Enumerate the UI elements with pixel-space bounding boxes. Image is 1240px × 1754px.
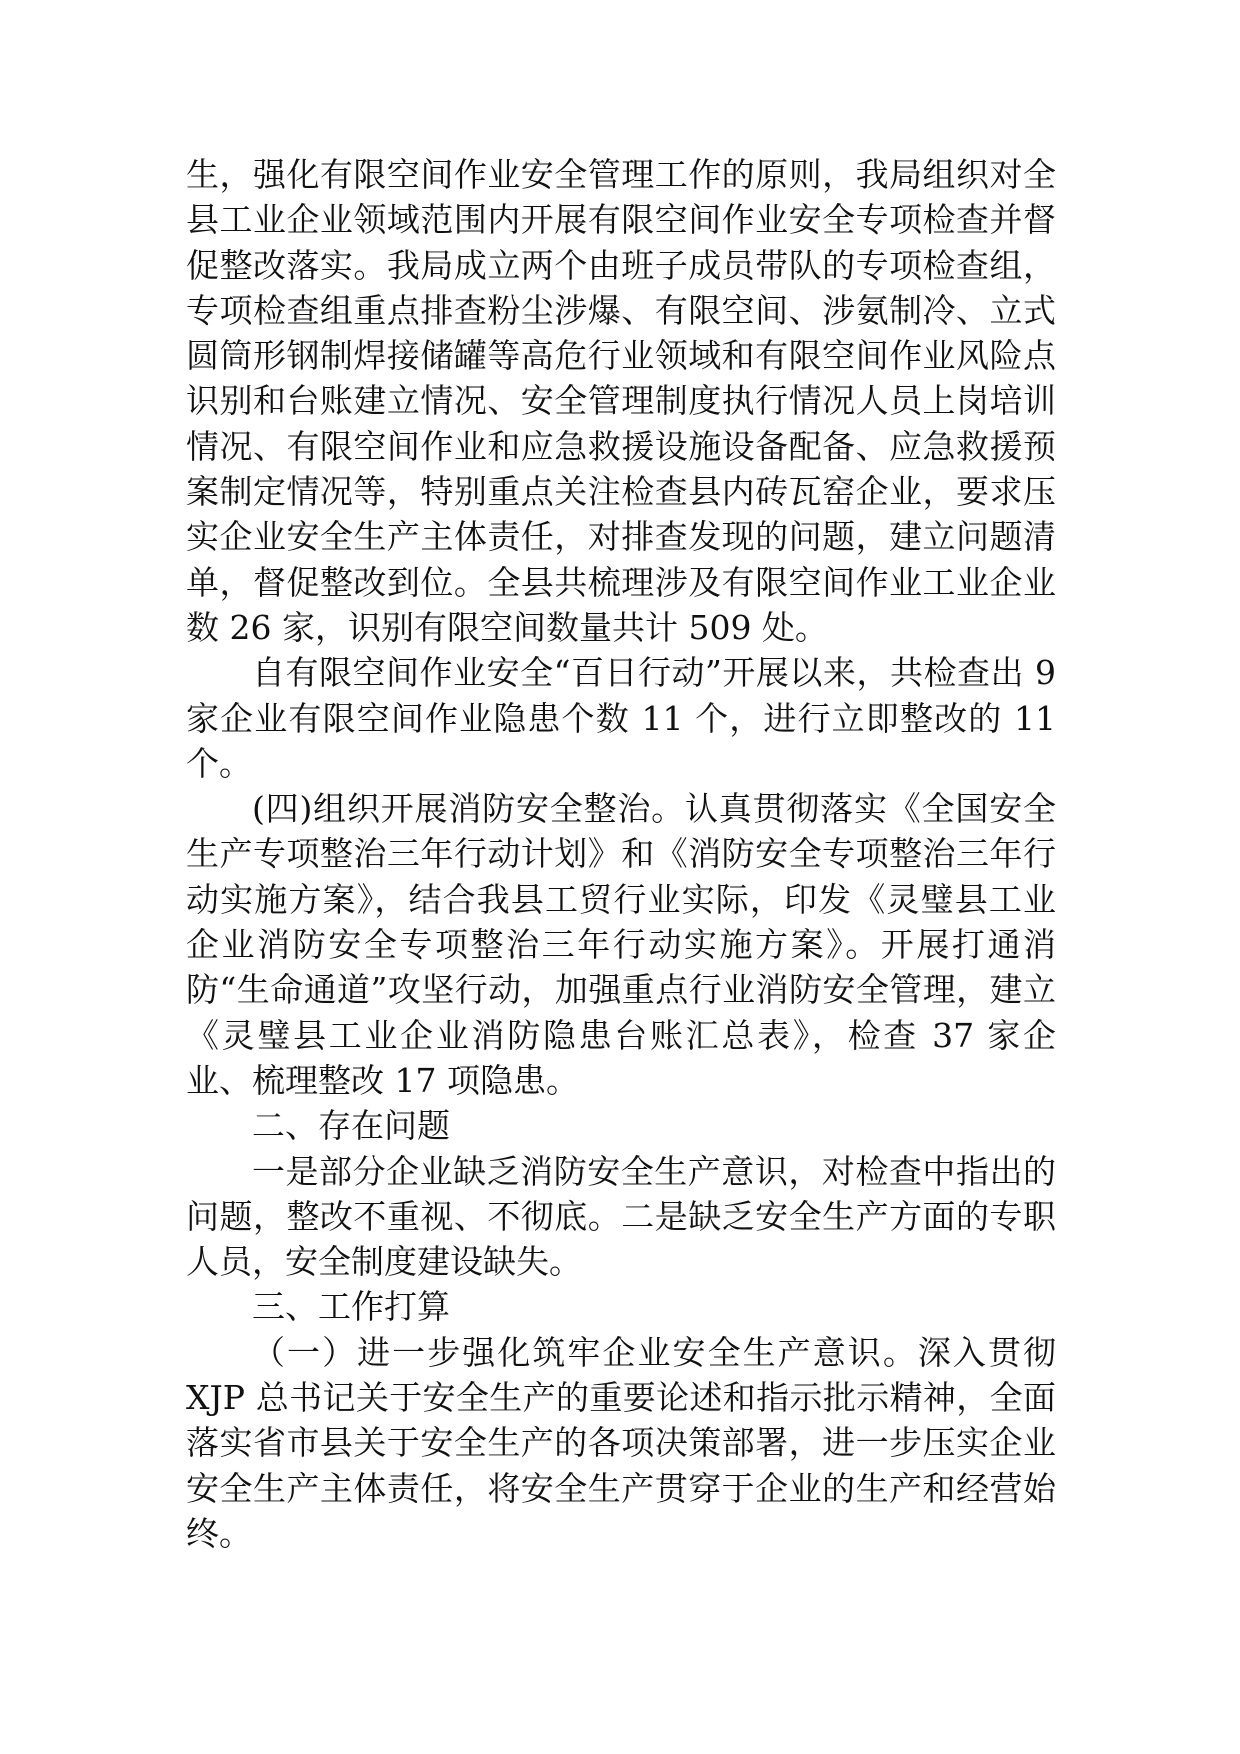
paragraph-limited-space-inspection: 生，强化有限空间作业安全管理工作的原则，我局组织对全县工业企业领域范围内开展有限空间作业安全专项检查并督促整改落实。我局成立两个由班子成员带队的专项检查组，专项检查组重点排查粉尘涉爆、有限空间、涉氨制冷、立式圆筒形钢制焊接储罐等高危行业领域和有限空间作业风险点识别和台账建立情况、安全管理制度执行情况人员上岗培训情况、有限空间作业和应急救援设施设备配备、应急救援预案制定情况等，特别重点关注检查县内砖瓦窑企业，要求压实企业安全生产主体责任，对排查发现的问题，建立问题清单，督促整改到位。全县共梳理涉及有限空间作业工业企业数 26 家，识别有限空间数量共计 509 处。	[186, 155, 1056, 647]
section-heading-existing-problems: 二、存在问题	[252, 1106, 450, 1146]
document-body	[186, 152, 1056, 1556]
section-heading-work-plan: 三、工作打算	[252, 1287, 450, 1327]
paragraph-existing-problems: 一是部分企业缺乏消防安全生产意识，对检查中指出的问题，整改不重视、不彻底。二是缺乏安全生产方面的专职人员，安全制度建设缺失。	[186, 1151, 1056, 1282]
paragraph-fire-safety-rectification: (四)组织开展消防安全整治。认真贯彻落实《全国安全生产专项整治三年行动计划》和《消防安全专项整治三年行动实施方案》，结合我县工贸行业实际，印发《灵璧县工业企业消防安全专项整治三年行动实施方案》。开展打通消防“生命通道”攻坚行动，加强重点行业消防安全管理，建立《灵璧县工业企业消防隐患台账汇总表》，检查 37 家企业、梳理整改 17 项隐患。	[186, 789, 1056, 1100]
paragraph-work-plan-item-1: （一）进一步强化筑牢企业安全生产意识。深入贯彻 XJP 总书记关于安全生产的重要论述和指示批示精神，全面落实省市县关于安全生产的各项决策部署，进一步压实企业安全生产主体责任，将安全生产贯穿于企业的生产和经营始终。	[186, 1332, 1056, 1553]
paragraph-hundred-day-action: 自有限空间作业安全“百日行动”开展以来，共检查出 9 家企业有限空间作业隐患个数 11 个，进行立即整改的 11 个。	[186, 653, 1056, 783]
